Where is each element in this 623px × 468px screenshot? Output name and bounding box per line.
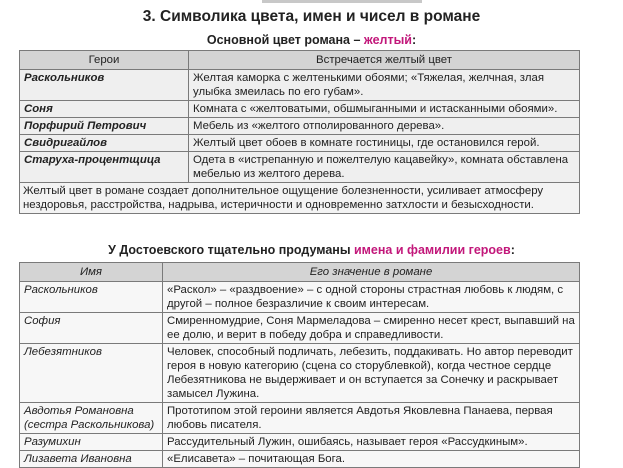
table-row: [20, 282, 580, 313]
yellow-mention: Желтая каморка с желтенькими обоями; «Тяжелая, желчная, злая улыбка змеилась по его губам».: [189, 70, 580, 101]
hero-name: Порфирий Петрович: [20, 118, 189, 135]
table-row: [20, 70, 580, 101]
color-table-header: [20, 51, 580, 70]
yellow-mention: Мебель из «желтого отполированного дерева».: [189, 118, 580, 135]
table-row: [20, 451, 580, 468]
table-row: [20, 434, 580, 451]
header-heroes: Герои: [20, 51, 189, 70]
hero-name: Свидригайлов: [20, 135, 189, 152]
summary-row: [20, 183, 580, 214]
character-name: София: [20, 313, 163, 344]
top-decoration-bar: [262, 0, 422, 3]
yellow-mention: Желтый цвет обоев в комнате гостиницы, где остановился герой.: [189, 135, 580, 152]
color-subtitle: [0, 33, 623, 47]
color-subtitle-suffix: :: [411, 33, 417, 47]
names-subtitle-prefix: У Достоевского тщательно продуманы: [108, 243, 354, 257]
yellow-color-note: Желтый цвет в романе создает дополнительное ощущение болезненности, усиливает атмосферу нездоровья, расстройства, надрыва, истеричности и одновременно затхлости и безысходности.: [20, 183, 580, 214]
name-meaning: Рассудительный Лужин, ошибаясь, называет героя «Рассудкиным».: [163, 434, 580, 451]
color-subtitle-prefix: Основной цвет романа –: [206, 33, 364, 47]
names-table: [19, 262, 580, 468]
table-row: [20, 101, 580, 118]
table-row: [20, 344, 580, 403]
table-row: [20, 403, 580, 434]
hero-name: Соня: [20, 101, 189, 118]
hero-name: Раскольников: [20, 70, 189, 101]
color-subtitle-accent: желтый: [363, 33, 412, 47]
character-name: Авдотья Романовна (сестра Раскольникова): [20, 403, 163, 434]
section-title: 3. Символика цвета, имен и чисел в романе: [142, 8, 481, 25]
name-meaning: Человек, способный подличать, лебезить, поддакивать. Но автор переводит героя в новую категорию (сцена со сторублевкой), когда честное сердце Лебезятникова не выдерживает и он вступается за Сонечку и раскрывает замысел Лужина.: [163, 344, 580, 403]
character-name: Лебезятников: [20, 344, 163, 403]
name-meaning: Смиренномудрие, Соня Мармеладова – смиренно несет крест, выпавший на ее долю, и верит в победу добра и справедливости.: [163, 313, 580, 344]
color-table: [19, 50, 580, 214]
name-meaning: «Раскол» – «раздвоение» – с одной стороны страстная любовь к людям, с другой – полное безразличие к своим интересам.: [163, 282, 580, 313]
names-table-header: [20, 263, 580, 282]
character-name: Лизавета Ивановна: [20, 451, 163, 468]
table-row: [20, 152, 580, 183]
yellow-mention: Комната с «желтоватыми, обшмыганными и истасканными обоями».: [189, 101, 580, 118]
name-meaning: «Елисавета» – почитающая Бога.: [163, 451, 580, 468]
header-meaning: Его значение в романе: [163, 263, 580, 282]
names-subtitle-accent: имена и фамилии героев: [354, 243, 511, 257]
character-name: Разумихин: [20, 434, 163, 451]
hero-name: Старуха-процентщица: [20, 152, 189, 183]
header-yellow-mention: Встречается желтый цвет: [189, 51, 580, 70]
names-subtitle: [0, 243, 623, 257]
table-row: [20, 313, 580, 344]
character-name: Раскольников: [20, 282, 163, 313]
header-name: Имя: [20, 263, 163, 282]
names-subtitle-suffix: :: [510, 243, 515, 257]
name-meaning: Прототипом этой героини является Авдотья Яковлевна Панаева, первая любовь писателя.: [163, 403, 580, 434]
yellow-mention: Одета в «истрепанную и пожелтелую кацавейку», комната обставлена мебелью из желтого дерева.: [189, 152, 580, 183]
table-row: [20, 118, 580, 135]
table-row: [20, 135, 580, 152]
